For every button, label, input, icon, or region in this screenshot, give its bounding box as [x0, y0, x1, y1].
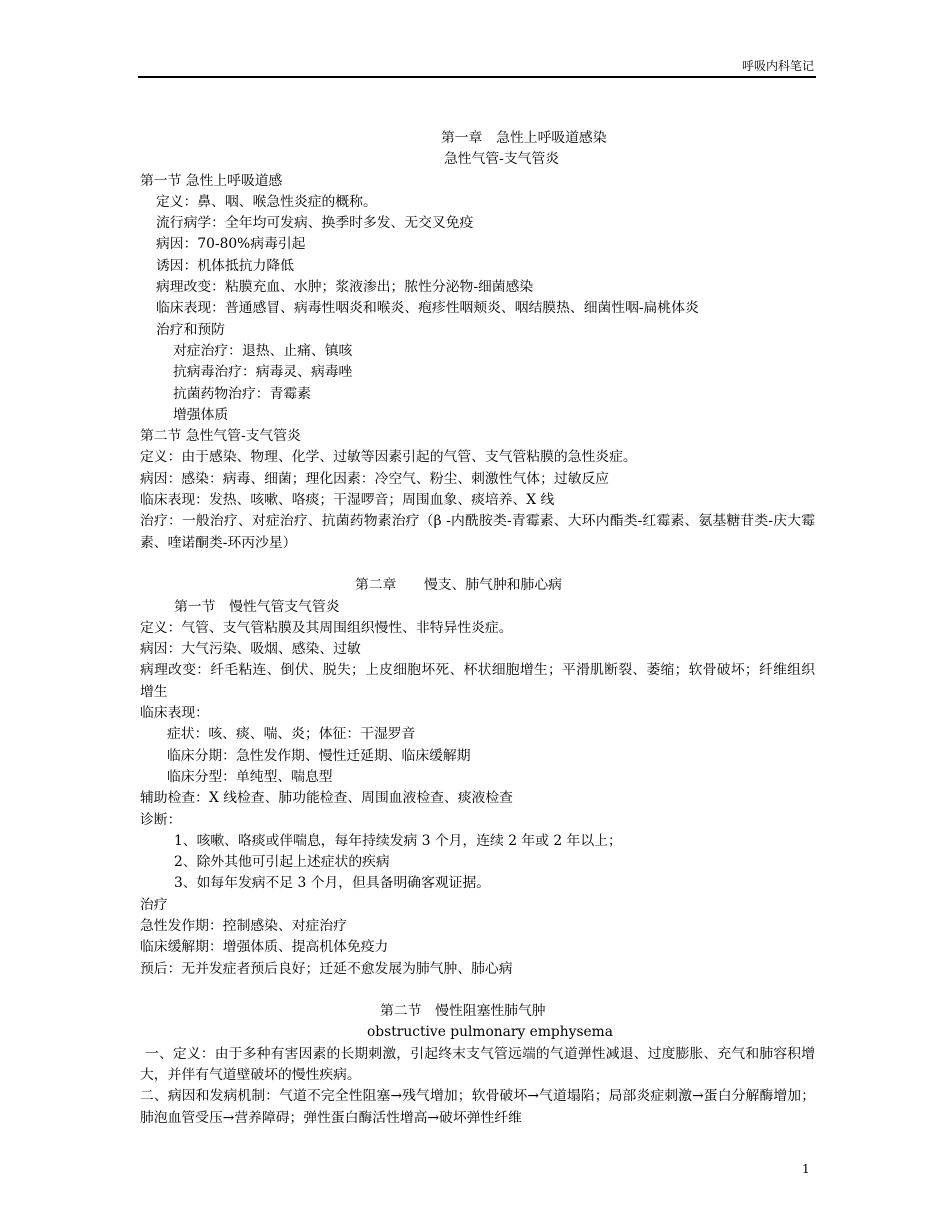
chapter-2-section-1-treatment-heading: 治疗 — [140, 896, 168, 913]
document-body — [140, 128, 815, 1129]
chapter-2-title: 第二章 慢支、肺气肿和肺心病 — [355, 577, 562, 594]
chapter-2-section-2-heading: 第二节 慢性阻塞性肺气肿 — [380, 1003, 546, 1020]
chapter-2-section-2-definition: 一、定义：由于多种有害因素的长期刺激，引起终末支气管远端的气道弹性减退、过度膨胀、充气和肺容积增大，并伴有气道壁破坏的慢性疾病。 — [140, 1045, 815, 1084]
chapter-2-section-1-clinical-item: 临床分型：单纯型、喘息型 — [167, 768, 333, 785]
section-1-pathology: 病理改变：粘膜充血、水肿；浆液渗出；脓性分泌物-细菌感染 — [156, 279, 534, 296]
spacer — [140, 554, 815, 575]
spacer — [140, 980, 815, 1001]
chapter-2-section-1-clinical-heading: 临床表现： — [140, 705, 209, 722]
chapter-2-section-2-english: obstructive pulmonary emphysema — [367, 1024, 613, 1041]
section-1-definition: 定义：鼻、咽、喉急性炎症的概称。 — [156, 193, 377, 210]
section-1-inducement: 诱因：机体抵抗力降低 — [156, 257, 294, 274]
header-title: 呼吸内科笔记 — [741, 59, 814, 73]
section-1-epidemiology: 流行病学：全年均可发病、换季时多发、无交叉免疫 — [156, 215, 474, 232]
chapter-2-section-1-etiology: 病因：大气污染、吸烟、感染、过敏 — [140, 641, 361, 658]
section-1-treatment-item: 增强体质 — [173, 406, 229, 423]
chapter-2-section-1-pathology: 病理改变：纤毛粘连、倒伏、脱失；上皮细胞坏死、杯状细胞增生；平滑肌断裂、萎缩；软骨破坏；纤维组织增生 — [140, 662, 815, 700]
chapter-1-title: 第一章 急性上呼吸道感染 — [441, 130, 607, 146]
section-2-treatment: 治疗：一般治疗、对症治疗、抗菌药物素治疗（β -内酰胺类-青霉素、大环内酯类-红霉素、氨基糖苷类-庆大霉素、喹诺酮类-环丙沙星） — [140, 513, 815, 551]
chapter-2-section-1-diagnosis-heading: 诊断： — [140, 811, 182, 828]
chapter-1-subtitle: 急性气管-支气管炎 — [444, 151, 560, 168]
chapter-2-section-1-clinical-item: 症状：咳、痰、喘、炎；体征：干湿罗音 — [167, 726, 416, 743]
page-header — [138, 58, 816, 78]
chapter-2-section-2-pathogenesis: 二、病因和发病机制：气道不完全性阻塞→残气增加；软骨破坏→气道塌陷；局部炎症刺激→蛋白分解酶增加；肺泡血管受压→营养障碍；弹性蛋白酶活性增高→破坏弹性纤维 — [140, 1088, 815, 1126]
section-2-etiology: 病因：感染：病毒、细菌；理化因素：冷空气、粉尘、刺激性气体；过敏反应 — [140, 470, 610, 487]
section-2-heading: 第二节 急性气管-支气管炎 — [140, 428, 301, 445]
section-1-treatment-heading: 治疗和预防 — [156, 321, 225, 338]
section-1-etiology: 病因：70-80%病毒引起 — [156, 236, 306, 253]
chapter-2-section-1-treatment-remission: 临床缓解期：增强体质、提高机体免疫力 — [140, 939, 389, 956]
chapter-2-section-1-treatment-acute: 急性发作期：控制感染、对症治疗 — [140, 917, 347, 934]
section-1-treatment-item: 抗病毒治疗：病毒灵、病毒唑 — [173, 364, 353, 381]
chapter-2-section-1-definition: 定义：气管、支气管粘膜及其周围组织慢性、非特异性炎症。 — [140, 619, 513, 636]
chapter-2-section-1-diagnosis-item: 3、如每年发病不足 3 个月，但具备明确客观证据。 — [174, 875, 491, 892]
chapter-2-section-1-heading: 第一节 慢性气管支气管炎 — [174, 598, 340, 615]
chapter-2-section-1-clinical-item: 临床分期：急性发作期、慢性迁延期、临床缓解期 — [167, 747, 471, 764]
chapter-2-section-1-diagnosis-item: 2、除外其他可引起上述症状的疾病 — [174, 854, 390, 871]
section-1-heading: 第一节 急性上呼吸道感 — [140, 172, 283, 189]
section-1-treatment-item: 抗菌药物治疗：青霉素 — [173, 385, 311, 402]
section-1-treatment-item: 对症治疗：退热、止痛、镇咳 — [173, 342, 353, 359]
section-1-clinical: 临床表现：普通感冒、病毒性咽炎和喉炎、疱疹性咽颊炎、咽结膜热、细菌性咽-扁桃体炎 — [156, 300, 699, 317]
chapter-2-section-1-prognosis: 预后：无并发症者预后良好；迁延不愈发展为肺气肿、肺心病 — [140, 960, 513, 977]
section-2-definition: 定义：由于感染、物理、化学、过敏等因素引起的气管、支气管粘膜的急性炎症。 — [140, 449, 637, 466]
section-2-clinical: 临床表现：发热、咳嗽、咯痰；干湿啰音；周围血象、痰培养、X 线 — [140, 492, 555, 509]
chapter-2-section-1-diagnosis-item: 1、咳嗽、咯痰或伴喘息，每年持续发病 3 个月，连续 2 年或 2 年以上； — [174, 832, 622, 849]
page-number: 1 — [802, 1162, 810, 1176]
chapter-2-section-1-auxiliary: 辅助检查：X 线检查、肺功能检查、周围血液检查、痰液检查 — [140, 790, 513, 807]
